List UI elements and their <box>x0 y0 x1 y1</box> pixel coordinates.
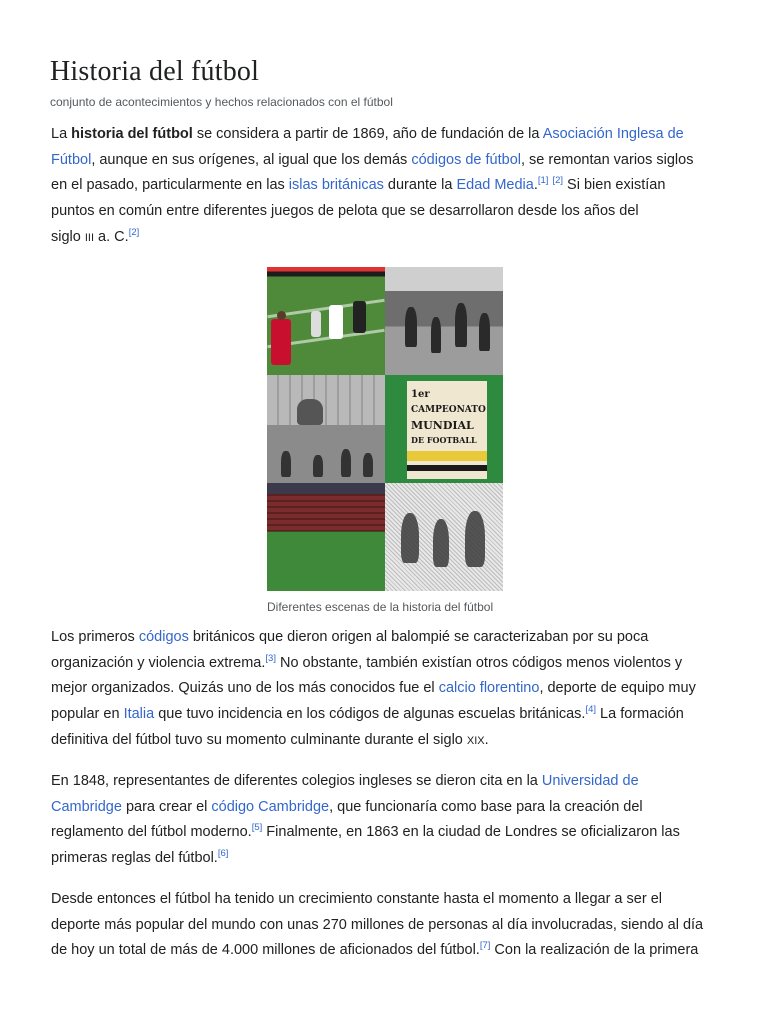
paragraph-cambridge <box>51 769 721 872</box>
text: para crear el <box>121 798 212 815</box>
poster-text: 1er <box>411 389 430 400</box>
link-futbol[interactable]: Fútbol <box>51 151 92 168</box>
poster-text: MUNDIAL <box>411 419 474 432</box>
text: . <box>484 731 489 748</box>
text: mejor organizados. Quizás uno de los más conocidos fue el <box>51 680 439 697</box>
link-asociacion-inglesa[interactable]: Asociación Inglesa de <box>542 126 684 142</box>
world-cup-poster <box>385 375 503 483</box>
link-codigos-de-futbol[interactable]: códigos de fútbol <box>411 151 521 168</box>
historic-painting <box>267 375 385 483</box>
text: . <box>533 177 538 194</box>
vintage-match-photo <box>385 267 503 375</box>
text: británicos que dieron origen al balompié se caracterizaban por su poca <box>188 629 649 645</box>
paragraph-crecimiento <box>51 887 721 964</box>
bold-term: historia del fútbol <box>71 126 193 142</box>
citation-6[interactable]: [6] <box>217 848 229 860</box>
text: Con la realización de la primera <box>490 942 699 959</box>
text: primeras reglas del fútbol. <box>51 850 218 867</box>
link-codigos[interactable]: códigos <box>138 629 189 645</box>
text: La <box>51 126 72 142</box>
text: deporte más popular del mundo con unas 270 millones de personas al día involucradas, siendo al día <box>51 916 704 933</box>
history-collage-image[interactable] <box>267 267 503 591</box>
text: se considera a partir de 1869, año de fundación de la <box>192 126 543 142</box>
page-subtitle: conjunto de acontecimientos y hechos relacionados con el fútbol <box>50 95 393 109</box>
text: Desde entonces el fútbol ha tenido un crecimiento constante hasta el momento a llegar a ser el <box>51 891 662 907</box>
link-cambridge[interactable]: Cambridge <box>51 798 122 815</box>
engraving-illustration <box>385 483 503 591</box>
citation-7[interactable]: [7] <box>479 940 491 952</box>
text: No obstante, también existían otros códigos menos violentos y <box>275 654 683 671</box>
text: que tuvo incidencia en los códigos de algunas escuelas británicas. <box>154 706 586 723</box>
text: de hoy un total de más de 4.000 millones de aficionados del fútbol. <box>51 942 480 959</box>
citation-2[interactable]: [2] <box>128 226 140 238</box>
poster-text: DE FOOTBALL <box>411 435 477 445</box>
text: , que funcionaría como base para la creación del <box>329 798 643 815</box>
text: reglamento del fútbol moderno. <box>51 824 252 841</box>
figure-caption: Diferentes escenas de la historia del fútbol <box>267 600 494 614</box>
text: puntos en común entre diferentes juegos de pelota que se desarrollaron desde los años del <box>51 203 639 220</box>
citation-1[interactable]: [1] <box>537 175 549 187</box>
paragraph-intro <box>51 122 721 252</box>
roman-numeral: III <box>84 231 95 244</box>
text: en el pasado, particularmente en las <box>51 177 289 194</box>
text: siglo <box>51 228 85 245</box>
text: durante la <box>383 177 457 194</box>
link-calcio-florentino[interactable]: calcio florentino <box>438 680 540 697</box>
citation-3[interactable]: [3] <box>265 652 276 664</box>
roman-numeral: XIX <box>466 734 485 747</box>
text: Los primeros <box>51 629 139 645</box>
paragraph-codigos <box>51 625 721 755</box>
link-edad-media[interactable]: Edad Media <box>456 177 534 194</box>
text: , deporte de equipo muy <box>539 680 696 697</box>
stadium-photo <box>267 483 385 591</box>
link-universidad-de-cambridge[interactable]: Universidad de <box>541 773 639 789</box>
text: Finalmente, en 1863 en la ciudad de Londres se oficializaron las <box>262 824 680 841</box>
text: La formación <box>596 706 684 723</box>
text: En 1848, representantes de diferentes colegios ingleses se dieron cita en la <box>51 773 542 789</box>
link-italia[interactable]: Italia <box>123 706 155 723</box>
text: , se remontan varios siglos <box>520 151 694 168</box>
text: popular en <box>51 706 124 723</box>
text: , aunque en sus orígenes, al igual que los demás <box>91 151 412 168</box>
citation-4[interactable]: [4] <box>585 704 597 716</box>
citation-5[interactable]: [5] <box>251 822 263 834</box>
link-codigo-cambridge[interactable]: código Cambridge <box>211 798 330 815</box>
citation-2[interactable]: [2] <box>552 175 564 187</box>
page-title: Historia del fútbol <box>50 56 260 87</box>
text: a. C. <box>94 228 129 245</box>
text: Si bien existían <box>563 177 666 194</box>
text: definitiva del fútbol tuvo su momento culminante durante el siglo <box>51 731 467 748</box>
poster-text: CAMPEONATO <box>411 405 486 415</box>
modern-match-photo <box>267 267 385 375</box>
text: organización y violencia extrema. <box>51 654 266 671</box>
link-islas-britanicas[interactable]: islas británicas <box>288 177 384 194</box>
